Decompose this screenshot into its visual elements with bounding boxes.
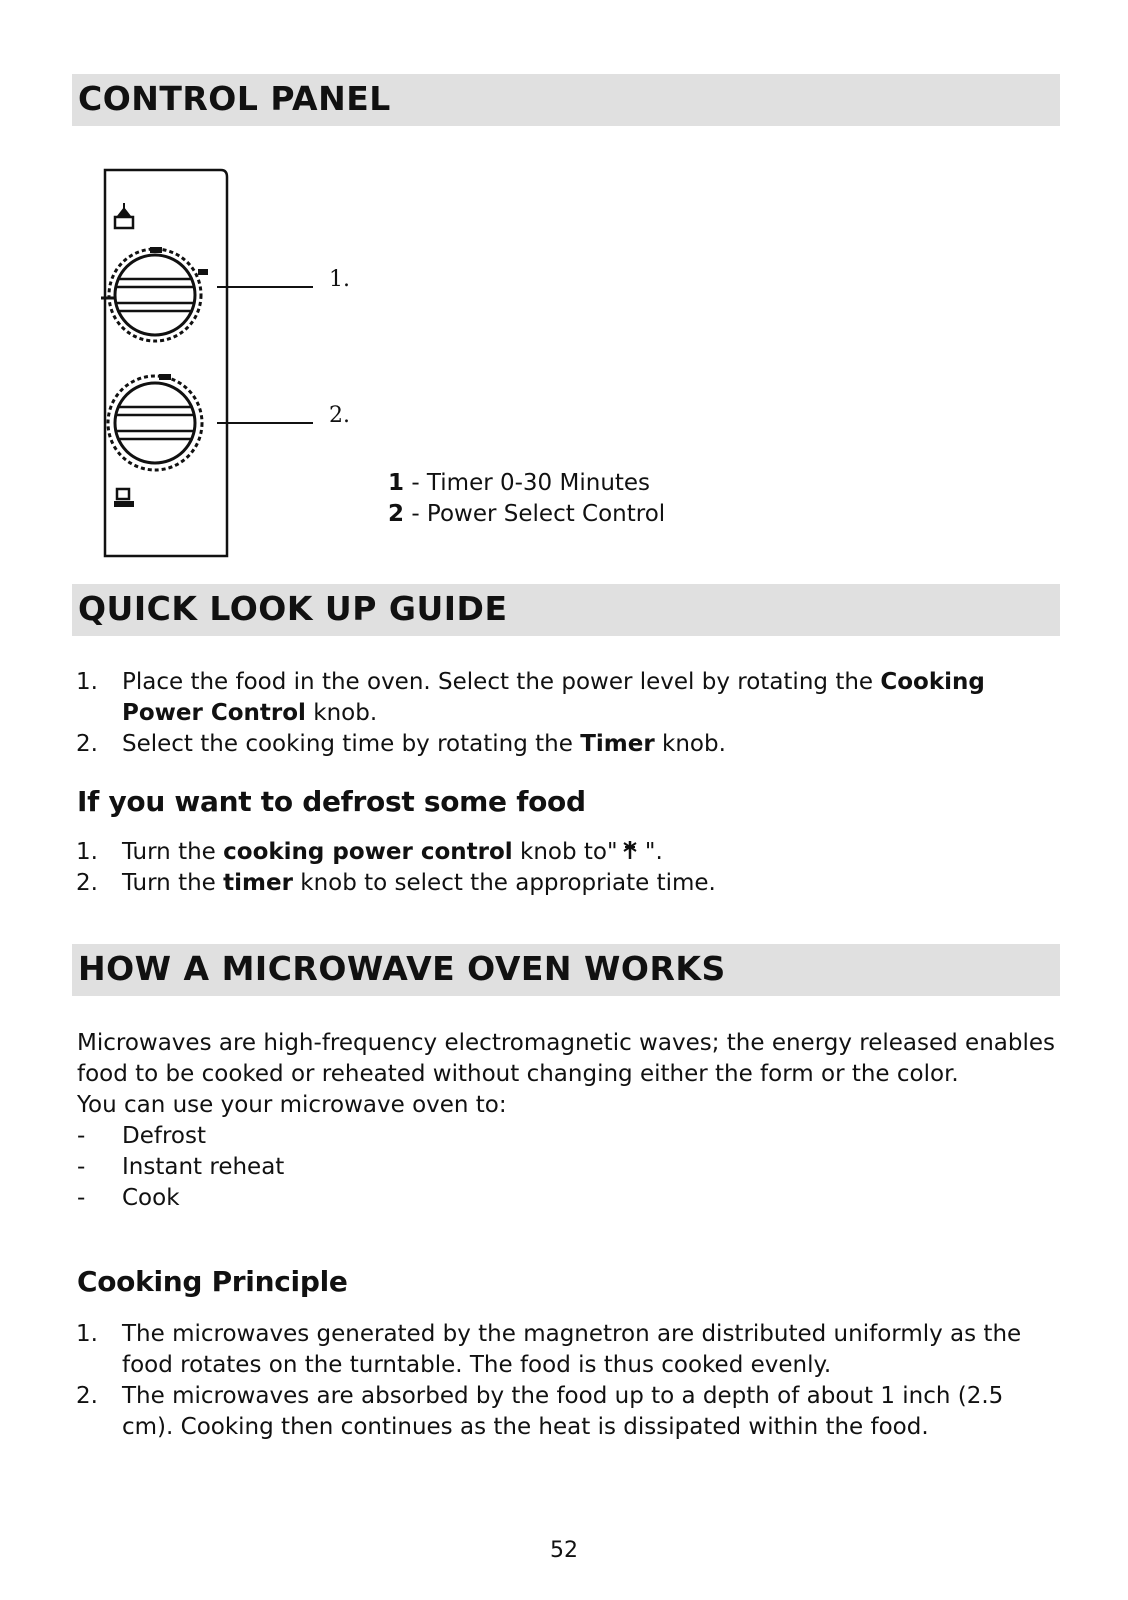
- list-text: Place the food in the oven. Select the power level by rotating the: [122, 669, 881, 695]
- list-number: 2.: [76, 1383, 98, 1409]
- list-number: 1.: [76, 839, 98, 865]
- defrost-snowflake-icon: [622, 839, 638, 861]
- list-dash: -: [77, 1185, 86, 1211]
- section-title: CONTROL PANEL: [78, 79, 391, 118]
- section-title: HOW A MICROWAVE OVEN WORKS: [78, 949, 726, 988]
- intro-paragraph: Microwaves are high-frequency electromagnetic waves; the energy released enables food to be cooked or reheated without changing either the form or the color.: [77, 1030, 1055, 1087]
- legend-item-1: [388, 468, 665, 499]
- list-text: Instant reheat: [122, 1154, 285, 1180]
- food-plate-icon: [114, 489, 134, 507]
- power-level-icon: [115, 203, 133, 228]
- callout-label-2: 2.: [329, 403, 350, 428]
- list-number: 2.: [76, 731, 98, 757]
- how-it-works-body: [77, 1028, 1057, 1214]
- list-text: The microwaves generated by the magnetron are distributed uniformly as the food rotates on the turntable. The food is thus cooked evenly.: [122, 1321, 1022, 1378]
- list-text: knob to": [512, 839, 618, 865]
- list-text: Turn the: [122, 870, 224, 896]
- list-bold-text: timer: [223, 870, 293, 896]
- power-select-knob: [108, 374, 202, 470]
- defrost-list: [76, 837, 1056, 899]
- list-item: [76, 1319, 1056, 1381]
- list-text: The microwaves are absorbed by the food up to a depth of about 1 inch (2.5 cm). Cooking then continues as the heat is dissipated within the food.: [122, 1383, 1004, 1440]
- list-item: [77, 1152, 1057, 1183]
- list-item: [76, 868, 1056, 899]
- cooking-principle-list: [76, 1319, 1056, 1443]
- list-bold-text: Timer: [580, 731, 655, 757]
- legend-text: - Power Select Control: [404, 501, 666, 527]
- quick-guide-list: [76, 667, 1056, 760]
- legend-item-2: [388, 499, 665, 530]
- callout-label-1: 1.: [329, 267, 350, 292]
- list-item: [76, 837, 1056, 868]
- defrost-heading: If you want to defrost some food: [77, 785, 586, 818]
- section-header-how-it-works: [72, 944, 1060, 996]
- list-item: [77, 1183, 1057, 1214]
- uses-intro: You can use your microwave oven to:: [77, 1092, 507, 1118]
- list-bold-text: cooking power control: [223, 839, 513, 865]
- list-item: [76, 729, 1056, 760]
- list-text: Select the cooking time by rotating the: [122, 731, 581, 757]
- page-number: 52: [550, 1538, 578, 1563]
- list-number: 1.: [76, 1321, 98, 1347]
- list-item: [76, 667, 1056, 729]
- section-title: QUICK LOOK UP GUIDE: [78, 589, 508, 628]
- list-item: [76, 1381, 1056, 1443]
- legend-text: - Timer 0-30 Minutes: [404, 470, 651, 496]
- list-text: ".: [637, 839, 663, 865]
- list-text: knob.: [305, 700, 378, 726]
- list-dash: -: [77, 1154, 86, 1180]
- control-legend: [388, 468, 665, 530]
- legend-number: 1: [388, 470, 405, 496]
- list-text: Cook: [122, 1185, 180, 1211]
- list-item: [77, 1121, 1057, 1152]
- list-text: knob.: [654, 731, 726, 757]
- list-text: knob to select the appropriate time.: [292, 870, 716, 896]
- timer-knob: [101, 247, 208, 341]
- list-text: Turn the: [122, 839, 224, 865]
- control-panel-diagram: [95, 165, 365, 565]
- list-number: 2.: [76, 870, 98, 896]
- section-header-control-panel: [72, 74, 1060, 126]
- cooking-principle-heading: Cooking Principle: [77, 1265, 348, 1298]
- list-bold-text: Cooking Power Control: [122, 669, 985, 726]
- list-dash: -: [77, 1123, 86, 1149]
- legend-number: 2: [388, 501, 405, 527]
- list-text: Defrost: [122, 1123, 206, 1149]
- section-header-quick-guide: [72, 584, 1060, 636]
- list-number: 1.: [76, 669, 98, 695]
